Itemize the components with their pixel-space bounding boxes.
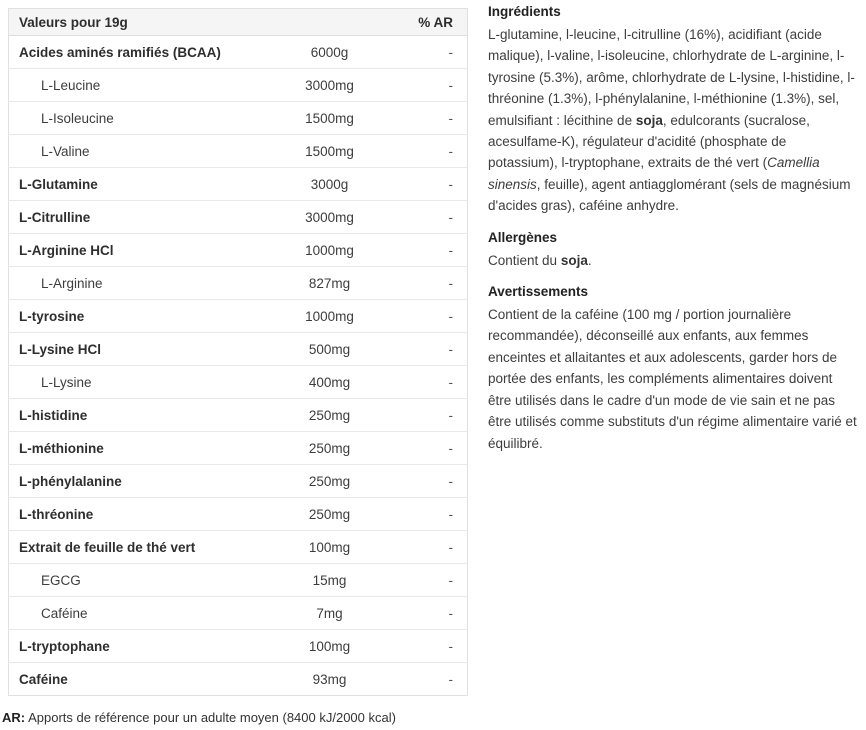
nutrition-table <box>8 8 468 696</box>
row-value: 250mg <box>262 432 398 465</box>
info-section-heading: Ingrédients <box>488 4 561 19</box>
row-label: Caféine <box>9 597 262 630</box>
info-panel <box>480 0 858 730</box>
table-row <box>9 168 468 201</box>
info-section-heading: Avertissements <box>488 284 589 300</box>
row-value: 100mg <box>262 531 398 564</box>
table-header-ar: % AR <box>398 9 468 36</box>
table-row <box>9 36 468 69</box>
table-row <box>9 663 468 696</box>
row-label: L-Arginine <box>9 267 262 300</box>
table-row <box>9 201 468 234</box>
row-label: L-Leucine <box>9 69 262 102</box>
row-ar-value: - <box>398 498 468 531</box>
row-ar-value: - <box>398 465 468 498</box>
table-row <box>9 465 468 498</box>
info-section-text: L-glutamine, l-leucine, l-citrulline (16%), acidifiant (acide malique), l-valine, l-isoleucine, chlorhydrate de L-arginine, l-tyrosine (5.3%), arôme, chlorhydrate de L-lysine, l-histidine, l-thréonine (1.3%), l-phénylalanine, l-méthionine (1.3%), sel, emulsifiant : lécithine de soja, edulcorants (sucralose, acesulfame-K), régulateur d'acidité (phosphate de potassium), l-tryptophane, extraits de thé vert (Camellia sinensis, feuille), agent antiagglomérant (sels de magnésium d'acides gras), caféine anhydre. <box>488 27 855 214</box>
table-row <box>9 366 468 399</box>
table-row <box>9 399 468 432</box>
row-label: L-histidine <box>9 399 262 432</box>
row-ar-value: - <box>398 102 468 135</box>
table-header-spacer <box>262 9 398 36</box>
row-value: 93mg <box>262 663 398 696</box>
table-row <box>9 432 468 465</box>
row-label: L-Lysine <box>9 366 262 399</box>
row-value: 400mg <box>262 366 398 399</box>
row-value: 1000mg <box>262 300 398 333</box>
table-row <box>9 267 468 300</box>
row-label: L-méthionine <box>9 432 262 465</box>
row-value: 1000mg <box>262 234 398 267</box>
info-section <box>488 230 858 271</box>
table-row <box>9 234 468 267</box>
row-ar-value: - <box>398 300 468 333</box>
row-label: L-Isoleucine <box>9 102 262 135</box>
row-label: L-Citrulline <box>9 201 262 234</box>
table-row <box>9 498 468 531</box>
row-label: L-phénylalanine <box>9 465 262 498</box>
row-value: 100mg <box>262 630 398 663</box>
info-section-text: Contient du soja. <box>488 252 592 268</box>
table-row <box>9 135 468 168</box>
row-value: 500mg <box>262 333 398 366</box>
table-row <box>9 69 468 102</box>
row-ar-value: - <box>398 663 468 696</box>
row-value: 250mg <box>262 399 398 432</box>
info-section <box>488 284 858 454</box>
row-ar-value: - <box>398 432 468 465</box>
table-header-row <box>9 9 468 36</box>
row-value: 1500mg <box>262 135 398 168</box>
row-ar-value: - <box>448 44 453 60</box>
row-label: L-Glutamine <box>9 168 262 201</box>
table-row <box>9 564 468 597</box>
row-value: 15mg <box>262 564 398 597</box>
row-ar-value: - <box>398 399 468 432</box>
row-label: L-Arginine HCl <box>9 234 262 267</box>
row-ar-value: - <box>398 564 468 597</box>
row-label: Extrait de feuille de thé vert <box>9 531 262 564</box>
row-value: 1500mg <box>262 102 398 135</box>
info-section-text: Contient de la caféine (100 mg / portion journalière recommandée), déconseillé aux enfants, aux femmes enceintes et allaitantes et aux adolescents, garder hors de portée des enfants, les compléments alimentaires doivent être utilisés dans le cadre d'un mode de vie sain et ne pas être utilisés comme substituts d'un régime alimentaire varié et équilibré. <box>488 307 857 451</box>
table-row <box>9 102 468 135</box>
row-value: 827mg <box>262 267 398 300</box>
row-ar-value: - <box>398 69 468 102</box>
row-label: Acides aminés ramifiés (BCAA) <box>19 44 221 60</box>
row-ar-value: - <box>398 366 468 399</box>
row-value: 7mg <box>262 597 398 630</box>
ar-footnote-label: AR: <box>2 710 26 725</box>
ar-footnote-text: Apports de référence pour un adulte moyen (8400 kJ/2000 kcal) <box>28 710 396 725</box>
row-value: 6000g <box>310 44 349 60</box>
row-ar-value: - <box>398 168 468 201</box>
row-value: 250mg <box>262 498 398 531</box>
row-ar-value: - <box>398 267 468 300</box>
row-ar-value: - <box>398 135 468 168</box>
info-section-heading: Allergènes <box>488 229 558 245</box>
info-section <box>488 4 858 217</box>
row-value: 3000g <box>262 168 398 201</box>
row-ar-value: - <box>398 531 468 564</box>
row-label: Caféine <box>9 663 262 696</box>
row-label: EGCG <box>9 564 262 597</box>
row-label: L-Valine <box>9 135 262 168</box>
table-row <box>9 333 468 366</box>
table-row <box>9 630 468 663</box>
row-ar-value: - <box>398 333 468 366</box>
row-value: 3000mg <box>262 201 398 234</box>
row-ar-value: - <box>398 630 468 663</box>
row-ar-value: - <box>398 234 468 267</box>
ar-footnote <box>2 710 480 725</box>
row-label: L-Lysine HCl <box>9 333 262 366</box>
row-label: L-tryptophane <box>9 630 262 663</box>
row-ar-value: - <box>398 201 468 234</box>
table-row <box>9 531 468 564</box>
row-ar-value: - <box>398 597 468 630</box>
row-value: 3000mg <box>262 69 398 102</box>
row-value: 250mg <box>262 465 398 498</box>
table-row <box>9 597 468 630</box>
row-label: L-thréonine <box>9 498 262 531</box>
row-label: L-tyrosine <box>9 300 262 333</box>
table-header-serving: Valeurs pour 19g <box>9 9 262 36</box>
table-row <box>9 300 468 333</box>
